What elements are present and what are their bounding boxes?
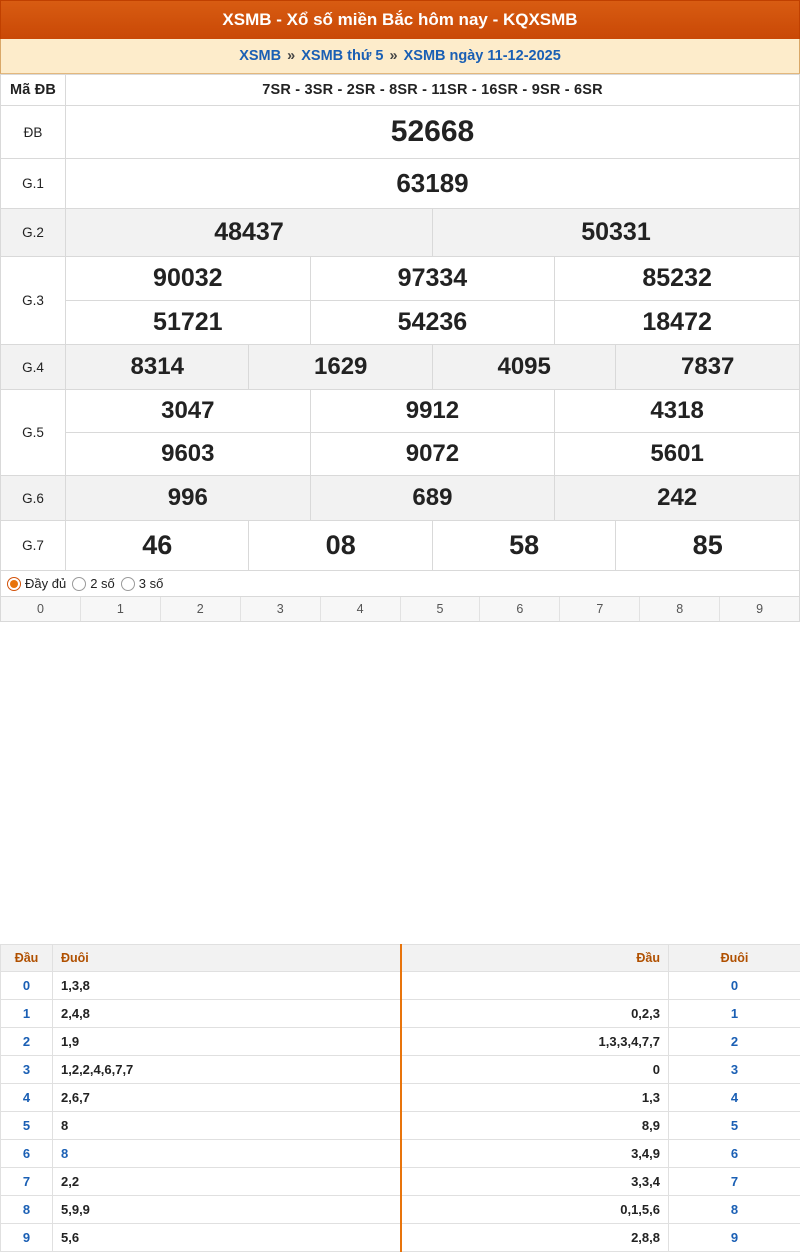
cell-duoi-left: 2,6,7 xyxy=(53,1084,401,1112)
header-dau-left: Đầu xyxy=(1,945,53,972)
row-label-g6: G.6 xyxy=(1,476,66,521)
cell-dau-left: 4 xyxy=(1,1084,53,1112)
row-label-g3: G.3 xyxy=(1,257,66,345)
cell-dau-left: 2 xyxy=(1,1028,53,1056)
cell-dau-left: 7 xyxy=(1,1168,53,1196)
cell-dau-right: 3,3,4 xyxy=(401,1168,669,1196)
cell-dau-left: 6 xyxy=(1,1140,53,1168)
cell-dau-right: 3,4,9 xyxy=(401,1140,669,1168)
head-tail-header-row xyxy=(1,945,800,972)
table-row-db xyxy=(1,106,800,159)
table-row-g5b xyxy=(1,433,800,476)
prize-g3-number-4: 51721 xyxy=(66,301,311,345)
prize-g5-number-6: 5601 xyxy=(555,433,800,476)
digit-filter-4[interactable]: 4 xyxy=(321,597,401,621)
table-row-g3a xyxy=(1,257,800,301)
table-row xyxy=(1,1056,800,1084)
head-tail-table xyxy=(0,944,800,1252)
prize-g4-number-1: 8314 xyxy=(66,345,249,390)
prize-g2-number-1: 48437 xyxy=(66,209,433,257)
prize-g3-number-1: 90032 xyxy=(66,257,311,301)
table-row xyxy=(1,1196,800,1224)
cell-dau-right: 1,3,3,4,7,7 xyxy=(401,1028,669,1056)
prize-g3-number-5: 54236 xyxy=(310,301,555,345)
prize-g3-number-3: 85232 xyxy=(555,257,800,301)
option-2-so-label: 2 số xyxy=(90,576,115,591)
cell-duoi-right: 2 xyxy=(669,1028,800,1056)
option-3-so[interactable] xyxy=(121,576,164,591)
digit-filter-1[interactable]: 1 xyxy=(81,597,161,621)
prize-g7-number-4: 85 xyxy=(616,521,800,571)
breadcrumb-item-xsmb[interactable]: XSMB xyxy=(239,48,281,64)
cell-dau-right: 0,1,5,6 xyxy=(401,1196,669,1224)
digit-filter-7[interactable]: 7 xyxy=(560,597,640,621)
cell-duoi-left: 1,9 xyxy=(53,1028,401,1056)
table-row xyxy=(1,1000,800,1028)
digit-filter-6[interactable]: 6 xyxy=(480,597,560,621)
header-duoi-left: Đuôi xyxy=(53,945,401,972)
prize-g5-number-1: 3047 xyxy=(66,390,311,433)
cell-duoi-left: 1,2,2,4,6,7,7 xyxy=(53,1056,401,1084)
cell-dau-left: 9 xyxy=(1,1224,53,1252)
table-row xyxy=(1,1140,800,1168)
prize-g7-number-3: 58 xyxy=(432,521,615,571)
cell-dau-right: 0,2,3 xyxy=(401,1000,669,1028)
table-row-g7 xyxy=(1,521,800,571)
prize-g5-number-3: 4318 xyxy=(555,390,800,433)
option-day-du[interactable] xyxy=(7,576,66,591)
breadcrumb-separator-2: » xyxy=(390,48,398,64)
cell-dau-right: 8,9 xyxy=(401,1112,669,1140)
cell-duoi-left: 5,9,9 xyxy=(53,1196,401,1224)
cell-duoi-right: 5 xyxy=(669,1112,800,1140)
lottery-result-table xyxy=(0,74,800,571)
cell-duoi-left: 8 xyxy=(53,1140,401,1168)
ma-db-value: 7SR - 3SR - 2SR - 8SR - 11SR - 16SR - 9SR - 6SR xyxy=(66,75,800,106)
breadcrumb-item-weekday[interactable]: XSMB thứ 5 xyxy=(301,48,383,64)
prize-g5-number-2: 9912 xyxy=(310,390,555,433)
table-row xyxy=(1,1084,800,1112)
row-label-g4: G.4 xyxy=(1,345,66,390)
head-tail-section xyxy=(0,944,800,1252)
cell-duoi-right: 1 xyxy=(669,1000,800,1028)
digit-filter-strip xyxy=(0,597,800,622)
table-row-g6 xyxy=(1,476,800,521)
cell-dau-left: 5 xyxy=(1,1112,53,1140)
cell-duoi-left: 2,4,8 xyxy=(53,1000,401,1028)
cell-duoi-right: 7 xyxy=(669,1168,800,1196)
cell-duoi-right: 0 xyxy=(669,972,800,1000)
page-title: XSMB - Xổ số miền Bắc hôm nay - KQXSMB xyxy=(0,0,800,39)
digit-filter-5[interactable]: 5 xyxy=(401,597,481,621)
table-row-g1 xyxy=(1,159,800,209)
option-2-so[interactable] xyxy=(72,576,115,591)
prize-g6-number-3: 242 xyxy=(555,476,800,521)
breadcrumb-item-date[interactable]: XSMB ngày 11-12-2025 xyxy=(404,48,561,64)
row-label-g1: G.1 xyxy=(1,159,66,209)
row-label-g5: G.5 xyxy=(1,390,66,476)
prize-g7-number-1: 46 xyxy=(66,521,249,571)
prize-g5-number-5: 9072 xyxy=(310,433,555,476)
cell-duoi-right: 9 xyxy=(669,1224,800,1252)
row-label-ma-db: Mã ĐB xyxy=(1,75,66,106)
row-label-db: ĐB xyxy=(1,106,66,159)
cell-dau-right xyxy=(401,972,669,1000)
prize-g7-number-2: 08 xyxy=(249,521,432,571)
table-row xyxy=(1,1224,800,1252)
table-row-g2 xyxy=(1,209,800,257)
table-row xyxy=(1,1168,800,1196)
table-row-ma-db xyxy=(1,75,800,106)
table-row-g5a xyxy=(1,390,800,433)
cell-dau-right: 2,8,8 xyxy=(401,1224,669,1252)
prize-g3-number-6: 18472 xyxy=(555,301,800,345)
cell-duoi-right: 4 xyxy=(669,1084,800,1112)
table-row xyxy=(1,972,800,1000)
option-day-du-label: Đầy đủ xyxy=(25,576,66,591)
table-row-g3b xyxy=(1,301,800,345)
radio-2-so-icon[interactable] xyxy=(72,577,86,591)
prize-g4-number-3: 4095 xyxy=(432,345,615,390)
cell-duoi-left: 2,2 xyxy=(53,1168,401,1196)
radio-day-du-icon[interactable] xyxy=(7,577,21,591)
table-row xyxy=(1,1112,800,1140)
digit-filter-0[interactable]: 0 xyxy=(1,597,81,621)
cell-dau-left: 0 xyxy=(1,972,53,1000)
display-mode-options xyxy=(0,571,800,597)
cell-dau-left: 3 xyxy=(1,1056,53,1084)
digit-filter-8[interactable]: 8 xyxy=(640,597,720,621)
digit-filter-9[interactable]: 9 xyxy=(720,597,799,621)
row-label-g2: G.2 xyxy=(1,209,66,257)
breadcrumb-separator-1: » xyxy=(287,48,295,64)
row-label-g7: G.7 xyxy=(1,521,66,571)
table-row xyxy=(1,1028,800,1056)
table-row-g4 xyxy=(1,345,800,390)
prize-g4-number-2: 1629 xyxy=(249,345,432,390)
cell-duoi-right: 3 xyxy=(669,1056,800,1084)
prize-g3-number-2: 97334 xyxy=(310,257,555,301)
prize-g1-number-1: 63189 xyxy=(66,159,800,209)
cell-duoi-left: 1,3,8 xyxy=(53,972,401,1000)
cell-duoi-left: 8 xyxy=(53,1112,401,1140)
header-dau-right: Đầu xyxy=(401,945,669,972)
cell-dau-left: 1 xyxy=(1,1000,53,1028)
prize-g6-number-1: 996 xyxy=(66,476,311,521)
cell-dau-left: 8 xyxy=(1,1196,53,1224)
cell-duoi-right: 6 xyxy=(669,1140,800,1168)
prize-g6-number-2: 689 xyxy=(310,476,555,521)
prize-g5-number-4: 9603 xyxy=(66,433,311,476)
prize-g4-number-4: 7837 xyxy=(616,345,800,390)
prize-g2-number-2: 50331 xyxy=(432,209,799,257)
digit-filter-3[interactable]: 3 xyxy=(241,597,321,621)
header-duoi-right: Đuôi xyxy=(669,945,800,972)
digit-filter-2[interactable]: 2 xyxy=(161,597,241,621)
cell-duoi-right: 8 xyxy=(669,1196,800,1224)
prize-db-number-1: 52668 xyxy=(66,106,800,159)
breadcrumb xyxy=(0,39,800,74)
option-3-so-label: 3 số xyxy=(139,576,164,591)
cell-dau-right: 0 xyxy=(401,1056,669,1084)
radio-3-so-icon[interactable] xyxy=(121,577,135,591)
cell-duoi-left: 5,6 xyxy=(53,1224,401,1252)
cell-dau-right: 1,3 xyxy=(401,1084,669,1112)
